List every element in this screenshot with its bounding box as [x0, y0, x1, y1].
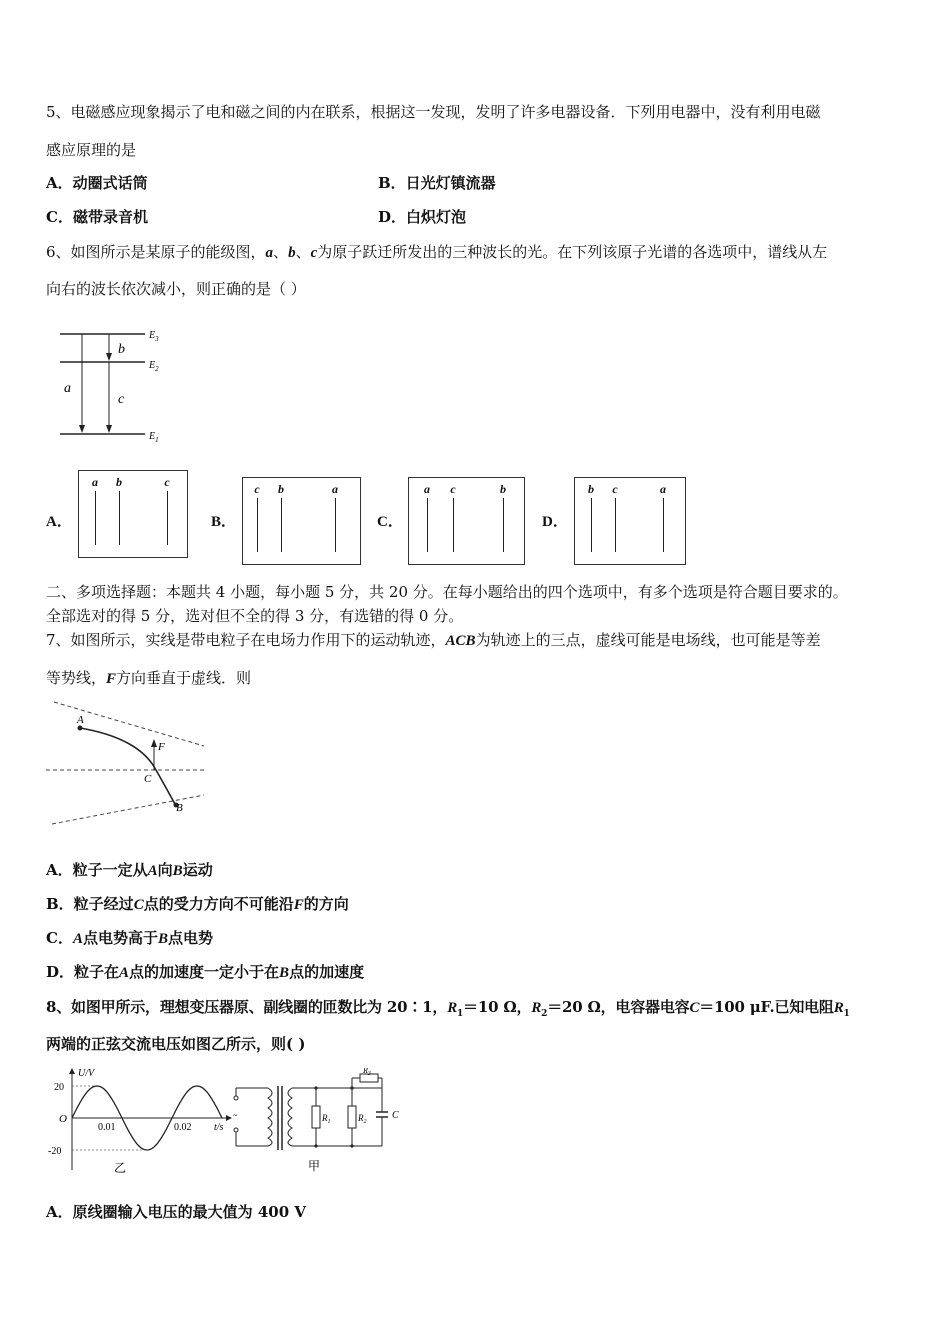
q5-option-c: C．磁带录音机: [46, 208, 148, 226]
y-axis-label: U/V: [78, 1068, 95, 1079]
circuit-caption: 甲: [308, 1159, 321, 1173]
circuit-c-label: C: [392, 1110, 399, 1121]
energy-level-diagram: [50, 320, 180, 445]
spectrum-d: b c a: [574, 477, 686, 565]
q6-option-b-label: B．: [211, 514, 237, 530]
q7-option-a: A．粒子一定从A向B运动: [46, 861, 213, 879]
q5-stem-line1: 5、电磁感应现象揭示了电和磁之间的内在联系，根据这一发现，发明了许多电器设备．下列用电器中，没有利用电磁: [46, 103, 821, 121]
label-a: a: [64, 381, 71, 396]
q6-stem-line1: 6、如图所示是某原子的能级图，a、b、c为原子跃迁所发出的三种波长的光。在下列该原子光谱的各选项中，谱线从左: [46, 243, 828, 261]
circuit-r2-label: $R_2$: [358, 1113, 367, 1125]
label-c-point: C: [144, 773, 152, 785]
spectrum-b: c b a: [242, 477, 361, 565]
transformer-circuit: [230, 1068, 410, 1178]
q6-stem-line2: 向右的波长依次减小，则正确的是（ ）: [46, 280, 306, 298]
q8-stem-line1: 8、如图甲所示，理想变压器原、副线圈的匝数比为 20∶1，$R_1=10$ Ω，$R_2=20$ Ω，电容器电容C＝100 μF.已知电阻$R_1$: [46, 998, 850, 1019]
x-tick-1: 0.01: [98, 1122, 116, 1133]
circuit-r3-label: $R_3$: [363, 1068, 371, 1077]
q5-option-a: A．动圈式话筒: [46, 174, 148, 192]
trajectory-diagram: [44, 698, 214, 830]
q5-option-b: B．日光灯镇流器: [378, 174, 496, 192]
svg-text:~: ~: [233, 1111, 238, 1120]
voltage-graph: [44, 1066, 234, 1176]
label-c: c: [118, 392, 125, 407]
x-axis-label: t/s: [214, 1122, 224, 1133]
label-f: F: [158, 741, 165, 753]
q7-option-c: C．A点电势高于B点电势: [46, 929, 214, 947]
label-e1: $E_1$: [149, 431, 159, 444]
q7-stem-line2: 等势线，F方向垂直于虚线．则: [46, 669, 252, 687]
spectrum-c: a c b: [408, 477, 525, 565]
label-b-point: B: [176, 802, 183, 814]
q7-option-b: B．粒子经过C点的受力方向不可能沿F的方向: [46, 895, 349, 913]
q8-option-a: A．原线圈输入电压的最大值为 400 V: [46, 1203, 307, 1221]
q6-option-a-label: A．: [46, 514, 72, 530]
y-tick-neg: -20: [48, 1146, 62, 1157]
x-tick-2: 0.02: [174, 1122, 192, 1133]
label-a-point: A: [77, 714, 84, 726]
spectrum-a: a b c: [78, 470, 188, 558]
q6-option-c-label: C．: [377, 514, 403, 530]
circuit-r1-label: $R_1$: [322, 1113, 331, 1125]
q5-stem-line2: 感应原理的是: [46, 141, 137, 159]
q7-option-d: D．粒子在A点的加速度一定小于在B点的加速度: [46, 963, 365, 981]
label-e3: $E_3$: [149, 330, 159, 343]
label-e2: $E_2$: [149, 360, 159, 373]
origin-label: O: [59, 1113, 67, 1125]
section2-line1: 二、多项选择题：本题共 4 小题，每小题 5 分，共 20 分。在每小题给出的四个选项中，有多个选项是符合题目要求的。: [46, 583, 848, 601]
y-tick-pos: 20: [54, 1082, 64, 1093]
q5-option-d: D．白炽灯泡: [378, 208, 467, 226]
q6-option-d-label: D．: [542, 514, 568, 530]
label-b: b: [118, 342, 125, 357]
section2-line2: 全部选对的得 5 分，选对但不全的得 3 分，有选错的得 0 分。: [46, 607, 464, 625]
q8-stem-line2: 两端的正弦交流电压如图乙所示，则( ): [46, 1035, 306, 1053]
graph-caption: 乙: [114, 1161, 127, 1175]
q7-stem-line1: 7、如图所示，实线是带电粒子在电场力作用下的运动轨迹，ACB为轨迹上的三点，虚线可能是电场线，也可能是等差: [46, 631, 821, 649]
